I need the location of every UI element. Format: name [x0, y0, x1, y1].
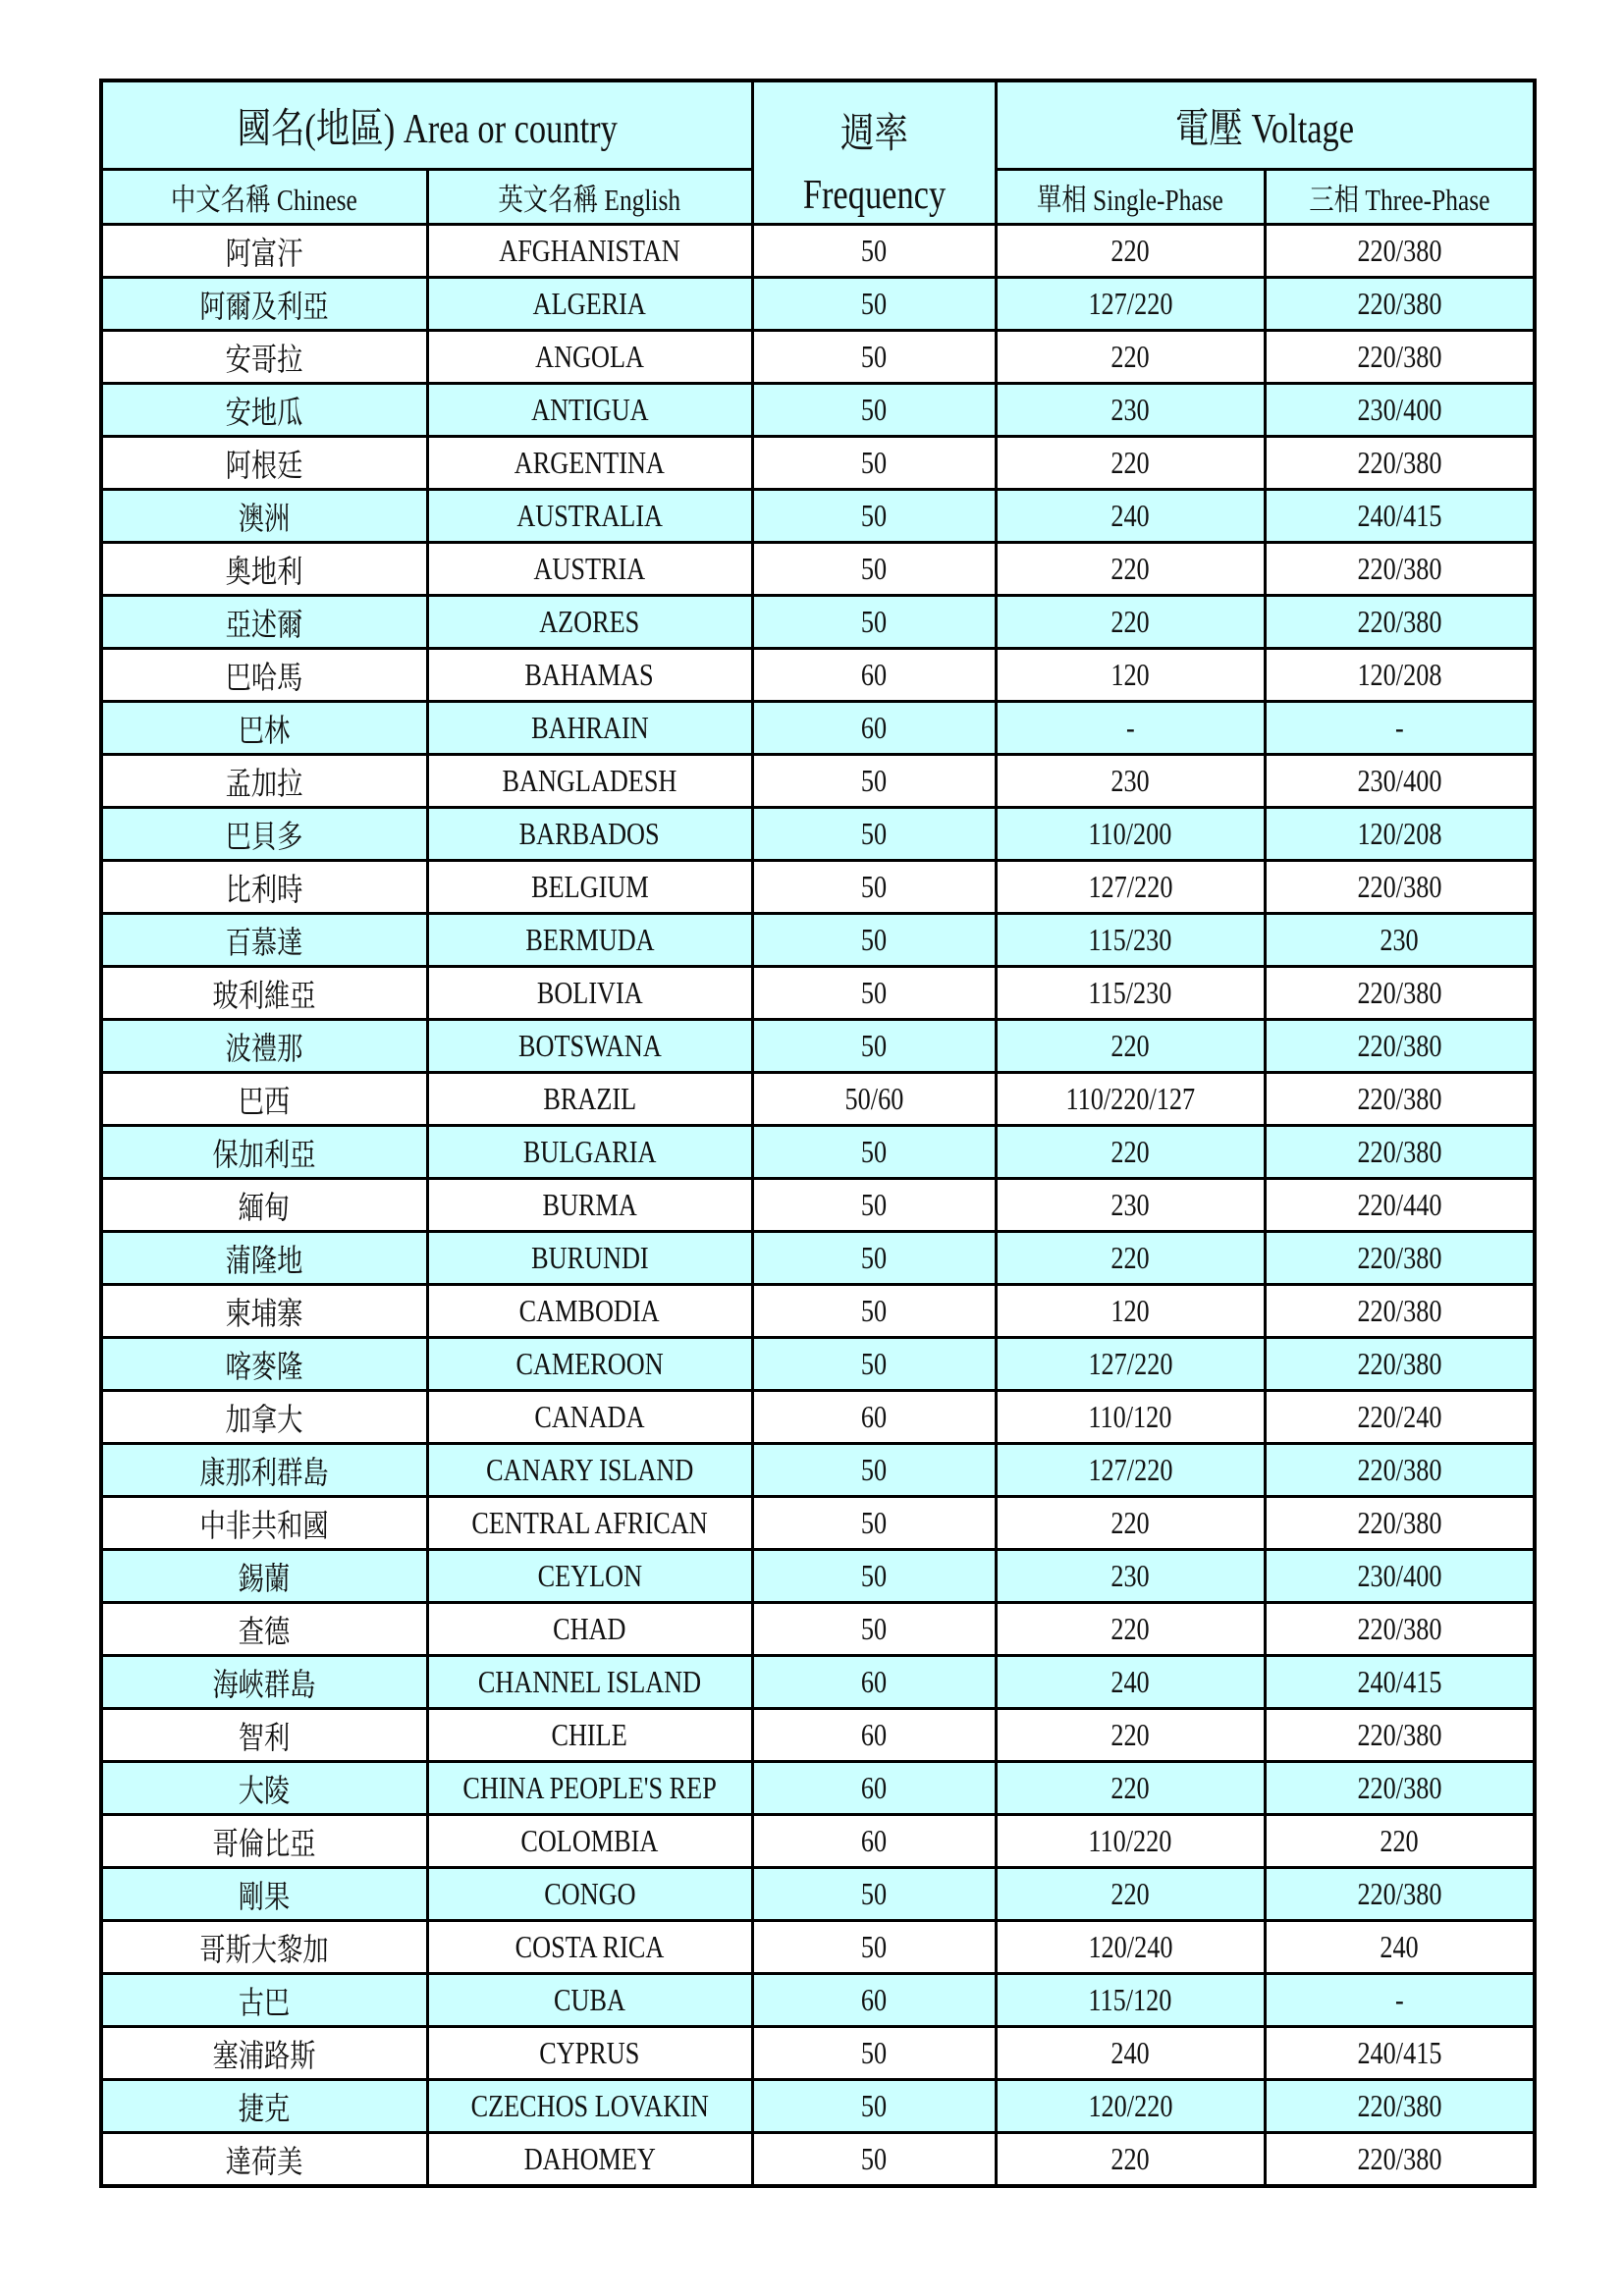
single-phase-cell: 230: [996, 1179, 1265, 1232]
table-row: [101, 1656, 1535, 1709]
single-phase-cell: 220: [996, 1762, 1265, 1815]
three-phase-cell: 120/208: [1265, 649, 1535, 702]
chinese-name-cell: 阿富汗: [101, 225, 427, 278]
chinese-name-cell: 比利時: [101, 861, 427, 914]
chinese-name-cell: 奧地利: [101, 543, 427, 596]
frequency-cell: 50: [752, 808, 996, 861]
chinese-name-cell: 保加利亞: [101, 1126, 427, 1179]
single-phase-cell: 110/220/127: [996, 1073, 1265, 1126]
chinese-name-cell: 孟加拉: [101, 755, 427, 808]
table-row: [101, 278, 1535, 331]
three-phase-cell: 220/380: [1265, 1020, 1535, 1073]
single-phase-cell: -: [996, 702, 1265, 755]
english-name-cell: CHINA PEOPLE'S REP: [427, 1762, 752, 1815]
single-phase-cell: 220: [996, 1126, 1265, 1179]
table-row: [101, 649, 1535, 702]
frequency-cell: 50: [752, 755, 996, 808]
table-row: [101, 543, 1535, 596]
table-row: [101, 1550, 1535, 1603]
frequency-cell: 50: [752, 1232, 996, 1285]
chinese-name-cell: 緬甸: [101, 1179, 427, 1232]
english-name-cell: CEYLON: [427, 1550, 752, 1603]
english-name-cell: CENTRAL AFRICAN: [427, 1497, 752, 1550]
three-phase-cell: 230: [1265, 914, 1535, 967]
single-phase-cell: 220: [996, 1232, 1265, 1285]
table-body: [101, 225, 1535, 2187]
single-phase-cell: 220: [996, 1868, 1265, 1921]
chinese-name-cell: 柬埔寨: [101, 1285, 427, 1338]
three-phase-cell: 220/380: [1265, 2133, 1535, 2187]
frequency-cell: 50: [752, 1285, 996, 1338]
frequency-cell: 50: [752, 1603, 996, 1656]
chinese-name-cell: 玻利維亞: [101, 967, 427, 1020]
chinese-name-cell: 捷克: [101, 2080, 427, 2133]
english-name-cell: COLOMBIA: [427, 1815, 752, 1868]
single-phase-cell: 220: [996, 331, 1265, 384]
table-row: [101, 2080, 1535, 2133]
frequency-cell: 60: [752, 1974, 996, 2027]
table-row: [101, 1126, 1535, 1179]
frequency-cell: 50: [752, 596, 996, 649]
three-phase-cell: 240: [1265, 1921, 1535, 1974]
three-phase-cell: 220/380: [1265, 331, 1535, 384]
chinese-name-cell: 安地瓜: [101, 384, 427, 437]
table-row: [101, 1232, 1535, 1285]
single-phase-cell: 110/200: [996, 808, 1265, 861]
three-phase-cell: 220/380: [1265, 1073, 1535, 1126]
single-phase-header: 單相 Single-Phase: [996, 170, 1265, 225]
three-phase-cell: -: [1265, 702, 1535, 755]
english-name-cell: AFGHANISTAN: [427, 225, 752, 278]
english-name-cell: CUBA: [427, 1974, 752, 2027]
three-phase-cell: 220/380: [1265, 1126, 1535, 1179]
frequency-cell: 50: [752, 1020, 996, 1073]
english-name-cell: BANGLADESH: [427, 755, 752, 808]
chinese-name-cell: 加拿大: [101, 1391, 427, 1444]
area-header: 國名(地區) Area or country: [101, 80, 752, 170]
three-phase-cell: 220/380: [1265, 1232, 1535, 1285]
frequency-cell: 50: [752, 861, 996, 914]
english-name-cell: CHAD: [427, 1603, 752, 1656]
english-name-cell: CONGO: [427, 1868, 752, 1921]
frequency-cell: 50: [752, 1868, 996, 1921]
table-row: [101, 490, 1535, 543]
single-phase-cell: 240: [996, 2027, 1265, 2080]
table-row: [101, 1497, 1535, 1550]
english-name-cell: COSTA RICA: [427, 1921, 752, 1974]
chinese-name-cell: 古巴: [101, 1974, 427, 2027]
three-phase-cell: 220/380: [1265, 278, 1535, 331]
voltage-header: 電壓 Voltage: [996, 80, 1535, 170]
frequency-cell: 60: [752, 1656, 996, 1709]
three-phase-cell: 220/380: [1265, 1338, 1535, 1391]
frequency-cell: 50: [752, 225, 996, 278]
three-phase-cell: 220/380: [1265, 437, 1535, 490]
table-row: [101, 1709, 1535, 1762]
english-name-cell: AZORES: [427, 596, 752, 649]
chinese-name-cell: 喀麥隆: [101, 1338, 427, 1391]
english-name-cell: BAHRAIN: [427, 702, 752, 755]
three-phase-cell: 220/380: [1265, 1497, 1535, 1550]
chinese-name-cell: 海峽群島: [101, 1656, 427, 1709]
table-row: [101, 1815, 1535, 1868]
frequency-cell: 50: [752, 914, 996, 967]
single-phase-cell: 220: [996, 1497, 1265, 1550]
single-phase-cell: 240: [996, 490, 1265, 543]
english-name-cell: CANADA: [427, 1391, 752, 1444]
single-phase-cell: 120: [996, 649, 1265, 702]
frequency-cell: 50: [752, 2080, 996, 2133]
frequency-cell: 50: [752, 543, 996, 596]
table-row: [101, 437, 1535, 490]
single-phase-cell: 220: [996, 225, 1265, 278]
chinese-name-cell: 百慕達: [101, 914, 427, 967]
chinese-name-cell: 澳洲: [101, 490, 427, 543]
chinese-name-cell: 錫蘭: [101, 1550, 427, 1603]
frequency-cell: 50: [752, 490, 996, 543]
frequency-cell: 50: [752, 1550, 996, 1603]
single-phase-cell: 127/220: [996, 278, 1265, 331]
table-row: [101, 1444, 1535, 1497]
chinese-name-cell: 大陵: [101, 1762, 427, 1815]
english-name-cell: BELGIUM: [427, 861, 752, 914]
three-phase-cell: 230/400: [1265, 1550, 1535, 1603]
three-phase-header: 三相 Three-Phase: [1265, 170, 1535, 225]
single-phase-cell: 110/120: [996, 1391, 1265, 1444]
table-row: [101, 225, 1535, 278]
single-phase-cell: 220: [996, 543, 1265, 596]
single-phase-cell: 115/230: [996, 914, 1265, 967]
table-row: [101, 702, 1535, 755]
frequency-cell: 60: [752, 1709, 996, 1762]
english-name-cell: BERMUDA: [427, 914, 752, 967]
chinese-name-cell: 剛果: [101, 1868, 427, 1921]
three-phase-cell: 220/240: [1265, 1391, 1535, 1444]
frequency-cell: 50: [752, 2133, 996, 2187]
three-phase-cell: 220/380: [1265, 1709, 1535, 1762]
single-phase-cell: 220: [996, 596, 1265, 649]
english-name-cell: ALGERIA: [427, 278, 752, 331]
table-row: [101, 1073, 1535, 1126]
english-name-cell: AUSTRALIA: [427, 490, 752, 543]
single-phase-cell: 115/230: [996, 967, 1265, 1020]
three-phase-cell: 220/380: [1265, 596, 1535, 649]
english-name-cell: CZECHOS LOVAKIN: [427, 2080, 752, 2133]
chinese-name-cell: 安哥拉: [101, 331, 427, 384]
english-name-cell: AUSTRIA: [427, 543, 752, 596]
three-phase-cell: 220/380: [1265, 543, 1535, 596]
chinese-name-cell: 巴貝多: [101, 808, 427, 861]
frequency-cell: 50: [752, 384, 996, 437]
english-name-cell: CAMBODIA: [427, 1285, 752, 1338]
three-phase-cell: 220/380: [1265, 1868, 1535, 1921]
english-name-cell: BULGARIA: [427, 1126, 752, 1179]
single-phase-cell: 127/220: [996, 861, 1265, 914]
three-phase-cell: 220/440: [1265, 1179, 1535, 1232]
table-row: [101, 1285, 1535, 1338]
chinese-name-cell: 查德: [101, 1603, 427, 1656]
chinese-name-cell: 蒲隆地: [101, 1232, 427, 1285]
single-phase-cell: 127/220: [996, 1338, 1265, 1391]
frequency-cell: 60: [752, 1762, 996, 1815]
three-phase-cell: 120/208: [1265, 808, 1535, 861]
single-phase-cell: 120: [996, 1285, 1265, 1338]
english-name-cell: CHILE: [427, 1709, 752, 1762]
single-phase-cell: 220: [996, 2133, 1265, 2187]
table-row: [101, 967, 1535, 1020]
chinese-name-cell: 達荷美: [101, 2133, 427, 2187]
english-name-header: 英文名稱 English: [427, 170, 752, 225]
three-phase-cell: 220/380: [1265, 967, 1535, 1020]
english-name-cell: DAHOMEY: [427, 2133, 752, 2187]
table-row: [101, 861, 1535, 914]
single-phase-cell: 115/120: [996, 1974, 1265, 2027]
single-phase-cell: 230: [996, 1550, 1265, 1603]
table-row: [101, 1762, 1535, 1815]
english-name-cell: ANGOLA: [427, 331, 752, 384]
table-row: [101, 2027, 1535, 2080]
single-phase-cell: 110/220: [996, 1815, 1265, 1868]
chinese-name-cell: 哥斯大黎加: [101, 1921, 427, 1974]
table-row: [101, 1179, 1535, 1232]
chinese-name-cell: 中非共和國: [101, 1497, 427, 1550]
table-row: [101, 331, 1535, 384]
table-row: [101, 1338, 1535, 1391]
three-phase-cell: 220/380: [1265, 2080, 1535, 2133]
table-row: [101, 384, 1535, 437]
frequency-cell: 50/60: [752, 1073, 996, 1126]
frequency-cell: 50: [752, 331, 996, 384]
single-phase-cell: 230: [996, 755, 1265, 808]
table-row: [101, 914, 1535, 967]
english-name-cell: BARBADOS: [427, 808, 752, 861]
frequency-header: 週率 Frequency: [752, 80, 996, 225]
single-phase-cell: 120/220: [996, 2080, 1265, 2133]
english-name-cell: CYPRUS: [427, 2027, 752, 2080]
frequency-cell: 50: [752, 1338, 996, 1391]
english-name-cell: ARGENTINA: [427, 437, 752, 490]
single-phase-cell: 220: [996, 437, 1265, 490]
table-row: [101, 1391, 1535, 1444]
chinese-name-cell: 巴西: [101, 1073, 427, 1126]
three-phase-cell: 240/415: [1265, 1656, 1535, 1709]
three-phase-cell: 220/380: [1265, 1762, 1535, 1815]
three-phase-cell: 230/400: [1265, 755, 1535, 808]
table-row: [101, 755, 1535, 808]
english-name-cell: CANARY ISLAND: [427, 1444, 752, 1497]
table-row: [101, 2133, 1535, 2187]
english-name-cell: BOTSWANA: [427, 1020, 752, 1073]
single-phase-cell: 220: [996, 1020, 1265, 1073]
english-name-cell: CHANNEL ISLAND: [427, 1656, 752, 1709]
table-row: [101, 1020, 1535, 1073]
english-name-cell: ANTIGUA: [427, 384, 752, 437]
three-phase-cell: 220/380: [1265, 225, 1535, 278]
frequency-cell: 50: [752, 278, 996, 331]
three-phase-cell: 240/415: [1265, 2027, 1535, 2080]
three-phase-cell: 220/380: [1265, 1603, 1535, 1656]
frequency-cell: 50: [752, 1921, 996, 1974]
chinese-name-cell: 阿爾及利亞: [101, 278, 427, 331]
single-phase-cell: 127/220: [996, 1444, 1265, 1497]
frequency-cell: 60: [752, 1815, 996, 1868]
english-name-cell: BAHAMAS: [427, 649, 752, 702]
table-row: [101, 1974, 1535, 2027]
english-name-cell: BRAZIL: [427, 1073, 752, 1126]
frequency-cell: 50: [752, 2027, 996, 2080]
chinese-name-cell: 康那利群島: [101, 1444, 427, 1497]
chinese-name-cell: 亞述爾: [101, 596, 427, 649]
frequency-cell: 50: [752, 1497, 996, 1550]
frequency-cell: 50: [752, 967, 996, 1020]
three-phase-cell: 220: [1265, 1815, 1535, 1868]
three-phase-cell: 220/380: [1265, 1285, 1535, 1338]
three-phase-cell: 220/380: [1265, 861, 1535, 914]
chinese-name-cell: 阿根廷: [101, 437, 427, 490]
frequency-cell: 50: [752, 437, 996, 490]
chinese-name-cell: 哥倫比亞: [101, 1815, 427, 1868]
chinese-name-header: 中文名稱 Chinese: [101, 170, 427, 225]
single-phase-cell: 240: [996, 1656, 1265, 1709]
table-row: [101, 1603, 1535, 1656]
frequency-cell: 50: [752, 1179, 996, 1232]
single-phase-cell: 230: [996, 384, 1265, 437]
three-phase-cell: 220/380: [1265, 1444, 1535, 1497]
english-name-cell: BURMA: [427, 1179, 752, 1232]
table-row: [101, 1921, 1535, 1974]
frequency-cell: 60: [752, 702, 996, 755]
three-phase-cell: -: [1265, 1974, 1535, 2027]
table-row: [101, 1868, 1535, 1921]
three-phase-cell: 230/400: [1265, 384, 1535, 437]
single-phase-cell: 220: [996, 1603, 1265, 1656]
frequency-cell: 60: [752, 1391, 996, 1444]
frequency-cell: 50: [752, 1444, 996, 1497]
single-phase-cell: 220: [996, 1709, 1265, 1762]
table-row: [101, 596, 1535, 649]
chinese-name-cell: 巴林: [101, 702, 427, 755]
frequency-cell: 60: [752, 649, 996, 702]
english-name-cell: BURUNDI: [427, 1232, 752, 1285]
english-name-cell: BOLIVIA: [427, 967, 752, 1020]
frequency-cell: 50: [752, 1126, 996, 1179]
chinese-name-cell: 塞浦路斯: [101, 2027, 427, 2080]
chinese-name-cell: 波禮那: [101, 1020, 427, 1073]
chinese-name-cell: 智利: [101, 1709, 427, 1762]
table-row: [101, 808, 1535, 861]
voltage-frequency-table: [99, 79, 1537, 2188]
english-name-cell: CAMEROON: [427, 1338, 752, 1391]
chinese-name-cell: 巴哈馬: [101, 649, 427, 702]
three-phase-cell: 240/415: [1265, 490, 1535, 543]
single-phase-cell: 120/240: [996, 1921, 1265, 1974]
